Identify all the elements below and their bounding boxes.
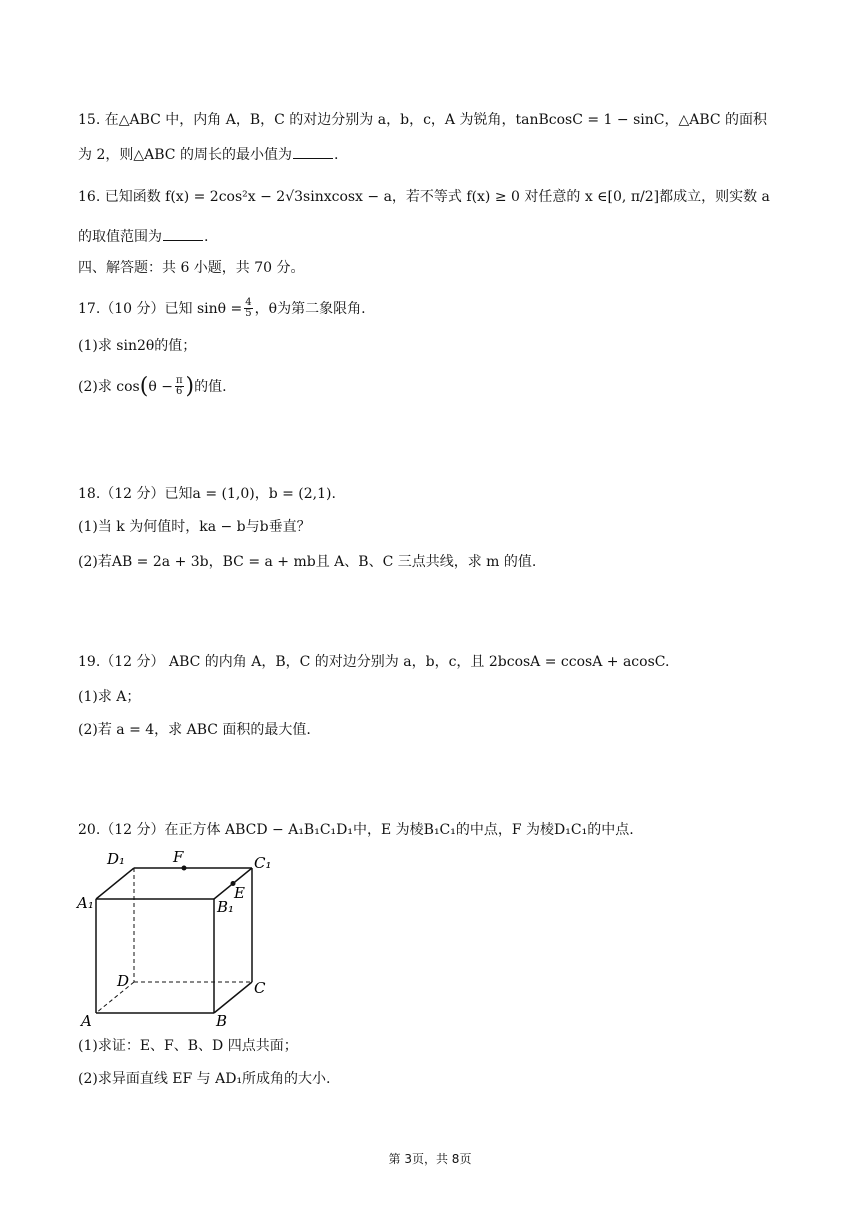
q17-part2: (2)求 cos(θ − $\frac{\pi}{6}$ )的值. (78, 373, 227, 399)
label-F: F (173, 848, 184, 866)
cube-figure (74, 846, 274, 1031)
interval: [0, π/2] (607, 189, 660, 205)
edge-A1D1 (96, 868, 134, 899)
q19-stem: 19.（12 分） ABC 的内角 A，B，C 的对边分别为 a，b，c，且 2bcosA = ccosA + acosC. (78, 654, 670, 670)
q20-part1: (1)求证：E、F、B、D 四点共面； (78, 1038, 298, 1054)
q18-stem: 18.（12 分）已知a = (1,0)，b = (2,1). (78, 486, 336, 502)
label-C1: C₁ (254, 854, 272, 872)
q15-line2: 为 2，则△ABC 的周长的最小值为 . (78, 144, 338, 165)
q19-part2: (2)若 a = 4，求 ABC 面积的最大值. (78, 722, 311, 738)
label-A1: A₁ (77, 894, 94, 912)
q20-part2: (2)求异面直线 EF 与 AD₁所成角的大小. (78, 1071, 331, 1087)
q20-stem: 20.（12 分）在正方体 ABCD − A₁B₁C₁D₁中，E 为棱B₁C₁的中点，F 为棱D₁C₁的中点. (78, 822, 634, 838)
q19-part1: (1)求 A； (78, 689, 141, 705)
q15-line1: 15. 在△ABC 中，内角 A，B，C 的对边分别为 a，b，c，A 为锐角，tanBcosC = 1 − sinC，△ABC 的面积 (78, 112, 768, 128)
point-F (182, 866, 187, 871)
label-D1: D₁ (107, 850, 126, 868)
q18-part2: (2)若AB = 2a + 3b，BC = a + mb且 A、B、C 三点共线，求 m 的值. (78, 554, 537, 570)
edge-CB (214, 982, 252, 1013)
label-D: D (117, 972, 130, 990)
section-heading: 四、解答题：共 6 小题，共 70 分。 (78, 260, 305, 276)
label-A: A (81, 1012, 92, 1030)
answer-blank (163, 226, 203, 241)
label-B1: B₁ (217, 898, 235, 916)
label-C: C (254, 979, 266, 997)
q16-line2: 的取值范围为 . (78, 226, 208, 247)
q17-stem: 17.（10 分）已知 sinθ = $\frac{4}{5}$ ，θ为第二象限角. (78, 297, 366, 319)
q17-part1: (1)求 sin2θ的值； (78, 338, 197, 354)
answer-blank (293, 144, 333, 159)
label-B: B (216, 1012, 228, 1030)
label-E: E (234, 884, 245, 902)
fraction: $\frac{4}{5}$ (245, 297, 252, 319)
q16-line1: 16. 已知函数 f(x) = 2cos²x − 2√3sinxcosx − a，若不等式 f(x) ≥ 0 对任意的 x ∈[0, π/2]都成立，则实数 a (78, 189, 770, 205)
q18-part1: (1)当 k 为何值时，ka − b与b垂直？ (78, 519, 311, 535)
page-footer: 第 3页，共 8页 (388, 1152, 472, 1166)
fraction: $\frac{\pi}{6}$ (175, 375, 183, 397)
